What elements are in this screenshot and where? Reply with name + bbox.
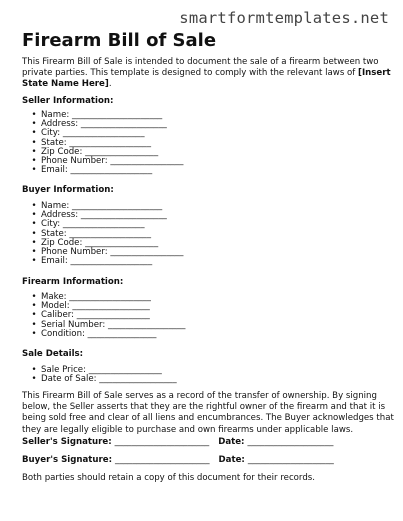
firearm-model-field[interactable]: • Model: __________________ (27, 302, 185, 311)
ownership-statement: This Firearm Bill of Sale serves as a record of the transfer of ownership. By signing below, the Seller asserts that they are the rightful owner of the firearm and that it is being sold free and clear of all liens and encumbrances. The Buyer acknowledges that they are legally eligible to purchase and own firearms under applicable laws. (22, 391, 394, 435)
site-watermark: smartformtemplates.net (179, 9, 389, 27)
buyer-signature-line[interactable]: ______________________ (115, 455, 210, 465)
retention-note: Both parties should retain a copy of this document for their records. (22, 473, 315, 483)
seller-address-field[interactable]: • Address: ____________________ (27, 120, 183, 129)
firearm-heading: Firearm Information: (22, 277, 124, 287)
seller-signature-line[interactable]: ______________________ (114, 437, 210, 447)
sale-price-field[interactable]: • Sale Price: _________________ (27, 366, 177, 375)
seller-email-field[interactable]: • Email: ___________________ (27, 166, 183, 175)
seller-zip-field[interactable]: • Zip Code: _________________ (27, 148, 183, 157)
seller-name-field[interactable]: • Name: _____________________ (27, 111, 183, 120)
document-title: Firearm Bill of Sale (22, 30, 217, 51)
buyer-address-field[interactable]: • Address: ____________________ (27, 211, 183, 220)
buyer-heading: Buyer Information: (22, 185, 114, 195)
buyer-state-field[interactable]: • State: ___________________ (27, 230, 183, 239)
seller-fields (27, 111, 183, 175)
sale-date-field[interactable]: • Date of Sale: __________________ (27, 375, 177, 384)
firearm-make-field[interactable]: • Make: ___________________ (27, 293, 185, 302)
sale-heading: Sale Details: (22, 349, 84, 359)
buyer-date-line[interactable]: ____________________ (247, 455, 334, 465)
buyer-phone-field[interactable]: • Phone Number: _________________ (27, 248, 183, 257)
buyer-signature-row (22, 455, 334, 465)
intro-end: . (108, 79, 112, 90)
buyer-city-field[interactable]: • City: ___________________ (27, 220, 183, 229)
buyer-email-field[interactable]: • Email: ___________________ (27, 257, 183, 266)
buyer-signature-label: Buyer's Signature: (22, 455, 113, 465)
intro-paragraph (22, 57, 394, 91)
state-placeholder: [Insert State Name Here] (22, 68, 391, 90)
seller-phone-field[interactable]: • Phone Number: _________________ (27, 157, 183, 166)
firearm-condition-field[interactable]: • Condition: ________________ (27, 330, 185, 339)
seller-heading: Seller Information: (22, 96, 114, 106)
firearm-caliber-field[interactable]: • Caliber: _________________ (27, 311, 185, 320)
seller-signature-row (22, 437, 333, 447)
buyer-fields (27, 202, 183, 266)
seller-city-field[interactable]: • City: ___________________ (27, 129, 183, 138)
buyer-date-label: Date: (218, 455, 245, 465)
buyer-name-field[interactable]: • Name: _____________________ (27, 202, 183, 211)
firearm-fields (27, 293, 185, 339)
seller-date-label: Date: (218, 437, 245, 447)
buyer-zip-field[interactable]: • Zip Code: _________________ (27, 239, 183, 248)
firearm-serial-field[interactable]: • Serial Number: __________________ (27, 321, 185, 330)
seller-state-field[interactable]: • State: ___________________ (27, 139, 183, 148)
seller-date-line[interactable]: ____________________ (247, 437, 334, 447)
intro-text: This Firearm Bill of Sale is intended to document the sale of a firearm between two private parties. This template is designed to comply with the relevant laws of (22, 57, 379, 79)
sale-fields (27, 366, 177, 384)
seller-signature-label: Seller's Signature: (22, 437, 112, 447)
